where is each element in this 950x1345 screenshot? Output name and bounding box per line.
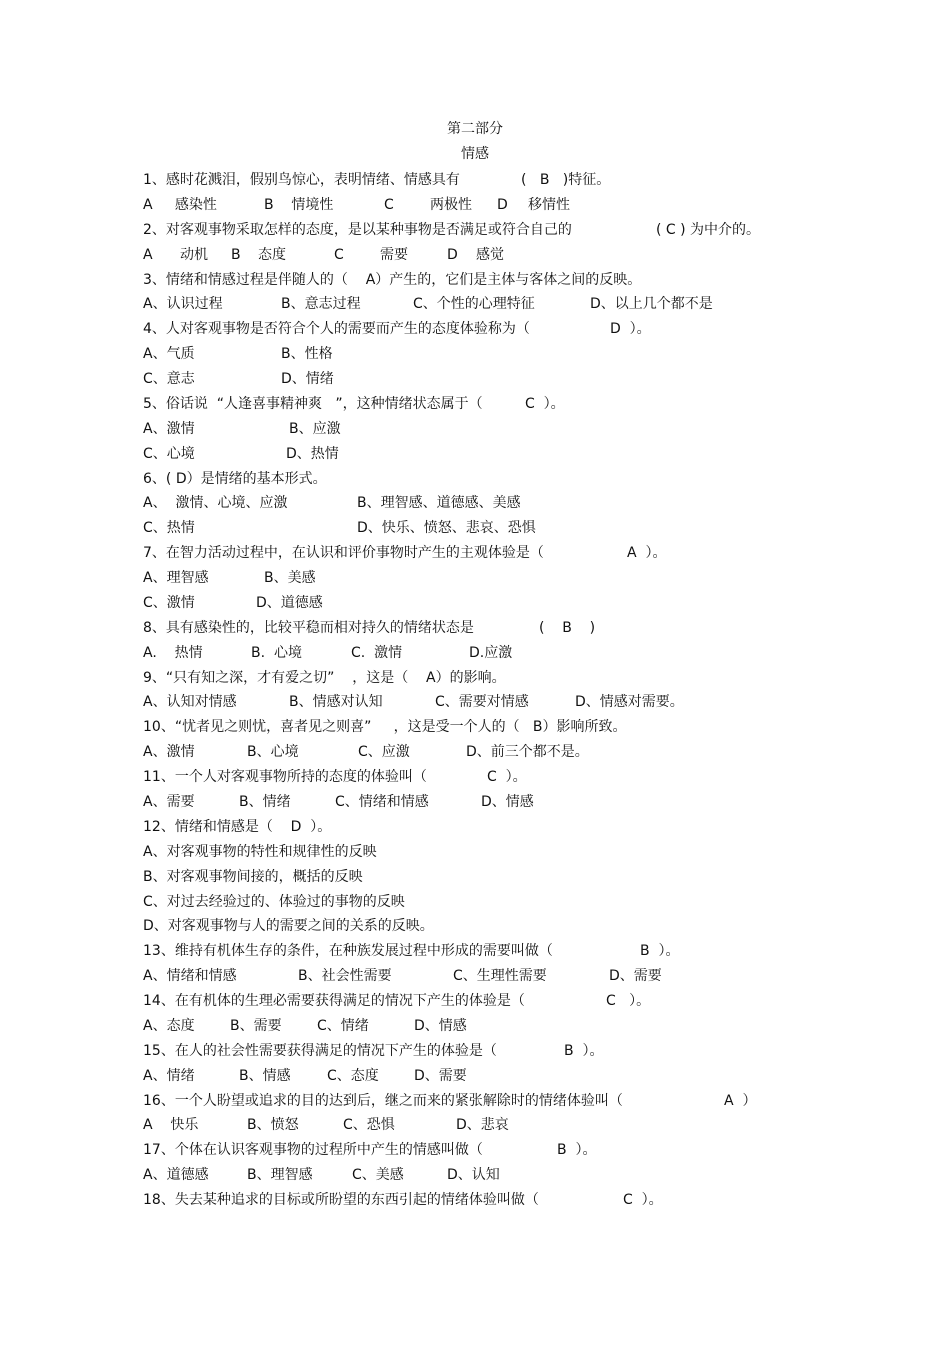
text-line (0, 742, 950, 762)
text-line (0, 668, 950, 688)
line-text: 18、失去某种追求的目标或所盼望的东西引起的情绪体验叫做（ (143, 1192, 539, 1209)
line-segment: 移情性 (528, 196, 570, 213)
line-segment: D、悲哀 (456, 1117, 509, 1134)
line-segment: B、愤怒 (247, 1117, 299, 1134)
line-segment: C、态度 (327, 1067, 379, 1084)
section-title: 第二部分 (447, 121, 503, 137)
line-text: A、理智感 (143, 570, 209, 587)
line-segment: D (447, 246, 458, 263)
line-segment: C、应激 (358, 744, 410, 761)
text-line (0, 444, 950, 464)
line-text: 6、( D）是情绪的基本形式。 (143, 470, 327, 487)
line-segment: C ）。 (623, 1192, 663, 1209)
line-segment: C、生理性需要 (453, 968, 547, 985)
line-text: A、认识过程 (143, 296, 223, 313)
line-text: 10、“忧者见之则忧，喜者见之则喜” ，这是受一个人的（ B）影响所致。 (143, 719, 627, 736)
line-segment: C、恐惧 (343, 1117, 395, 1134)
line-text: C、激情 (143, 594, 195, 611)
text-line (0, 369, 950, 389)
line-segment: B、情感对认知 (289, 694, 383, 711)
line-segment: 感觉 (476, 246, 504, 263)
line-segment: C ）。 (487, 769, 527, 786)
text-line (0, 966, 950, 986)
text-line (0, 319, 950, 339)
line-segment: 动机 (180, 246, 208, 263)
line-segment: C、美感 (352, 1167, 404, 1184)
text-line (0, 294, 950, 314)
text-line (0, 270, 950, 290)
line-text: 16、一个人盼望或追求的目的达到后，继之而来的紧张解除时的情绪体验叫（ (143, 1092, 623, 1109)
line-text: A (143, 246, 153, 263)
line-segment: B、意志过程 (281, 296, 361, 313)
line-segment: B (231, 246, 241, 263)
line-segment: D、快乐、愤怒、悲哀、恐惧 (357, 520, 536, 537)
line-segment: B、理智感、道德感、美感 (357, 495, 521, 512)
line-segment: D.应激 (469, 644, 513, 661)
line-segment: B、美感 (264, 570, 316, 587)
text-line (0, 916, 950, 936)
line-text: C、意志 (143, 371, 195, 388)
text-line (0, 991, 950, 1011)
line-text: B、对客观事物间接的，概括的反映 (143, 868, 363, 885)
line-segment: B 情境性 (264, 196, 334, 213)
text-line (0, 1091, 950, 1111)
line-segment: D、需要 (414, 1067, 467, 1084)
line-segment: D ）。 (610, 321, 651, 338)
line-segment: B、心境 (247, 744, 299, 761)
line-segment: D、情感 (414, 1017, 467, 1034)
text-line (0, 717, 950, 737)
text-line (0, 568, 950, 588)
line-text: A 感染性 (143, 196, 217, 213)
line-segment: D、前三个都不是。 (466, 744, 589, 761)
line-segment: 需要 (380, 246, 408, 263)
line-segment: B、理智感 (247, 1167, 313, 1184)
text-line (0, 892, 950, 912)
line-segment: B、社会性需要 (298, 968, 392, 985)
text-line (0, 767, 950, 787)
line-segment: D、情感对需要。 (575, 694, 684, 711)
line-segment: A ）。 (627, 545, 667, 562)
line-segment: C ）。 (525, 395, 565, 412)
line-segment: B、情绪 (239, 794, 291, 810)
line-segment: C (334, 246, 344, 263)
line-text: 9、“只有知之深，才有爱之切” ，这是（ A）的影响。 (143, 669, 506, 686)
line-segment: D、道德感 (256, 594, 323, 611)
line-text: A. 热情 (143, 644, 203, 661)
text-line (0, 1140, 950, 1160)
line-text: C、心境 (143, 445, 195, 462)
line-text: 12、情绪和情感是（ D ）。 (143, 818, 332, 835)
text-line (0, 618, 950, 638)
text-line (0, 469, 950, 489)
line-text: A、道德感 (143, 1167, 209, 1184)
line-text: A、对客观事物的特性和规律性的反映 (143, 843, 377, 860)
line-segment: 两极性 (430, 196, 472, 213)
text-line (0, 1066, 950, 1086)
text-line (0, 842, 950, 862)
text-line (0, 245, 950, 265)
line-segment: D (497, 196, 508, 213)
line-text: 1、感时花溅泪，假别鸟惊心，表明情绪、情感具有 (143, 172, 460, 188)
line-text: A、情绪 (143, 1067, 195, 1084)
section-subtitle: 情感 (461, 146, 489, 162)
line-text: A、态度 (143, 1017, 195, 1034)
text-line (0, 1190, 950, 1210)
text-line (0, 792, 950, 812)
text-line (0, 344, 950, 364)
line-segment: D、以上几个都不是 (590, 296, 713, 313)
line-segment: B、需要 (230, 1017, 282, 1034)
line-text: A、需要 (143, 794, 195, 810)
line-segment: D、认知 (447, 1167, 500, 1184)
line-text: 8、具有感染性的，比较平稳而相对持久的情绪状态是 (143, 619, 474, 636)
line-text: C、热情 (143, 520, 195, 537)
line-text: 11、一个人对客观事物所持的态度的体验叫（ (143, 769, 427, 786)
line-segment: ( B ) (539, 619, 596, 636)
line-segment: B ）。 (564, 1042, 604, 1059)
line-text: 5、俗话说 “人逢喜事精神爽 ”，这种情绪状态属于（ (143, 395, 483, 412)
line-segment: D、情感 (481, 794, 534, 810)
line-segment: B ）。 (640, 943, 680, 960)
text-line (0, 867, 950, 887)
line-segment: C (384, 196, 394, 213)
line-text: A 快乐 (143, 1117, 199, 1134)
line-text: 13、维持有机体生存的条件，在种族发展过程中形成的需要叫做（ (143, 943, 553, 960)
line-segment: D、热情 (286, 445, 339, 462)
line-text: A、 激情、心境、应激 (143, 495, 288, 512)
line-text: 4、人对客观事物是否符合个人的需要而产生的态度体验称为（ (143, 321, 530, 338)
line-segment: B、性格 (281, 346, 333, 363)
text-line (0, 593, 950, 613)
text-line (0, 170, 950, 190)
text-line (0, 394, 950, 414)
line-text: 3、情绪和情感过程是伴随人的（ A）产生的，它们是主体与客体之间的反映。 (143, 271, 642, 288)
text-line (0, 643, 950, 663)
text-line (0, 1041, 950, 1061)
text-line (0, 493, 950, 513)
line-text: A、情绪和情感 (143, 968, 237, 985)
line-segment: C、个性的心理特征 (413, 296, 535, 313)
text-line (0, 817, 950, 837)
line-segment: C. 激情 (351, 644, 403, 661)
text-line (0, 543, 950, 563)
line-segment: C ）。 (606, 993, 651, 1010)
line-text: A、气质 (143, 346, 195, 363)
line-segment: D、情绪 (281, 371, 334, 388)
line-text: 2、对客观事物采取怎样的态度，是以某种事物是否满足或符合自己的 (143, 221, 572, 238)
text-line (0, 1115, 950, 1135)
text-line (0, 220, 950, 240)
line-segment: C、需要对情感 (435, 694, 529, 711)
line-segment: ( C ) 为中介的。 (656, 221, 761, 238)
line-text: 7、在智力活动过程中，在认识和评价事物时产生的主观体验是（ (143, 545, 544, 562)
line-segment: B ）。 (557, 1142, 597, 1159)
text-line (0, 692, 950, 712)
line-text: 15、在人的社会性需要获得满足的情况下产生的体验是（ (143, 1042, 497, 1059)
line-text: 17、个体在认识客观事物的过程所中产生的情感叫做（ (143, 1142, 483, 1159)
text-line (0, 419, 950, 439)
text-line (0, 518, 950, 538)
text-line (0, 1016, 950, 1036)
line-segment: C、情绪和情感 (335, 794, 429, 810)
line-segment: B、应激 (289, 420, 341, 437)
text-line (0, 195, 950, 215)
line-segment: B、情感 (239, 1067, 291, 1084)
line-segment: C、情绪 (317, 1017, 369, 1034)
line-text: D、对客观事物与人的需要之间的关系的反映。 (143, 918, 434, 935)
line-segment: 态度 (258, 246, 286, 263)
line-segment: ( B )特征。 (521, 172, 611, 188)
text-line (0, 941, 950, 961)
line-segment: A ） (724, 1092, 757, 1109)
line-segment: D、需要 (609, 968, 662, 985)
line-text: A、激情 (143, 420, 195, 437)
line-text: A、激情 (143, 744, 195, 761)
line-text: C、对过去经验过的、体验过的事物的反映 (143, 893, 405, 910)
line-text: 14、在有机体的生理必需要获得满足的情况下产生的体验是（ (143, 993, 525, 1010)
text-line (0, 1165, 950, 1185)
line-segment: B. 心境 (251, 644, 302, 661)
line-text: A、认知对情感 (143, 694, 237, 711)
